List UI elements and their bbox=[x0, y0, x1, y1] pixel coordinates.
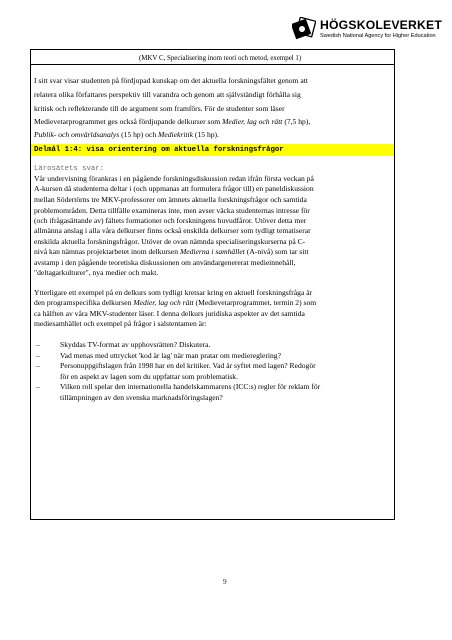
text-line: mediesamhället och exempel på frågor i salstentamen är: bbox=[34, 319, 207, 328]
text-line: A-kursen då studenterna deltar i (och uppmanas att formulera frågor till) en paneldiskussion bbox=[34, 184, 314, 193]
list-item: Vad menas med uttrycket 'kod är lag' när man pratar om mediereglering? bbox=[60, 351, 281, 360]
text-line: den programspecifika delkursen Medier, lag och rätt (Medievetarprogrammet, termin 2) som bbox=[34, 298, 317, 307]
list-item: Personuppgiftslagen från 1998 har en del kritiker. Vad är syftet med lagen? Redogör bbox=[60, 361, 316, 370]
hogskoleverket-logo bbox=[292, 17, 442, 43]
course-name: Medierna i samhället bbox=[179, 247, 245, 256]
text-line: mellan Södertörns tre MKV-professorer om ämnets aktuella forskningsfrågor och samtida bbox=[34, 195, 307, 204]
text-line: nivå kan nämnas projektarbetet inom delkursen Medierna i samhället (A-nivå) som tar sitt bbox=[34, 247, 309, 256]
text-line: allmänna anslag i alla våra delkurser finns också enskilda delkurser som tydligt tematiserar bbox=[34, 226, 311, 235]
hogskoleverket-emblem-icon bbox=[292, 17, 316, 41]
list-item: Vilken roll spelar den internationella handelskammarens (ICC:s) regler för reklam för bbox=[60, 382, 321, 391]
text-line: Publik- och omvärldsanalys (15 hp) och Mediekritik (15 hp). bbox=[34, 130, 219, 139]
example-caption: (MKV C, Specialisering inom teori och metod, exempel 1) bbox=[139, 55, 302, 62]
course-name: Medier, lag och rätt bbox=[222, 117, 283, 126]
list-item-continuation: tillämpningen av den svenska marknadsföringslagen? bbox=[60, 393, 223, 402]
text-line: "deltagarkulturer", nya medier och makt. bbox=[34, 268, 159, 277]
logo-subtitle: Swedish National Agency for Higher Education bbox=[320, 33, 436, 39]
text-line: Ytterligare ett exempel på en delkurs som tydligt kretsar kring en aktuell forskningsfråga är bbox=[34, 288, 313, 297]
answer-label: Lärosätets svar: bbox=[34, 165, 105, 173]
text-line: ca hälften av våra MKV-studenter läser. I denna delkurs juridiska aspekter av det samtida bbox=[34, 309, 305, 318]
text-line: problemområden. Detta tillfälle examineras inte, men avser väcka studenternas intresse för bbox=[34, 206, 310, 215]
text-line: avstamp i den pågående teoretiska diskussionen om användargenererat medieinnehåll, bbox=[34, 258, 296, 267]
bullet-dash: – bbox=[36, 382, 40, 391]
bullet-dash: – bbox=[36, 351, 40, 360]
course-name: Mediekritik bbox=[158, 130, 194, 139]
text-line: Vår undervisning förankras i en pågående forskningsdiskussion redan ifrån första veckan på bbox=[34, 174, 314, 183]
text-line: I sitt svar visar studenten på fördjupad kunskap om det aktuella forskningsfältet genom att bbox=[34, 76, 308, 85]
caption-divider bbox=[30, 64, 395, 65]
logo-name: HÖGSKOLEVERKET bbox=[320, 18, 442, 32]
text-line: Medievetarprogrammet ges också fördjupande delkurser som Medier, lag och rätt (7,5 hp), bbox=[34, 117, 311, 126]
list-item-continuation: för en aspekt av lagen som du uppfattar som problematisk. bbox=[60, 372, 238, 381]
text-line: (och ifrågasättande av) fältets formationer och forskningens huvudfåror. Utöver detta mer bbox=[34, 216, 307, 225]
section-heading: Delmål 1:4: visa orientering om aktuella forskningsfrågor bbox=[34, 146, 284, 154]
list-item: Skyddas TV-format av upphovsrätten? Diskutera. bbox=[60, 340, 211, 349]
bullet-dash: – bbox=[36, 361, 40, 370]
page-number: 9 bbox=[223, 578, 227, 586]
text-line: enskilda aktuella forskningsfrågor. Utöver de ovan nämnda specialiseringskurserna på C- bbox=[34, 237, 306, 246]
text-line: relatera olika författares perspektiv till varandra och genom att självständigt förhålla sig bbox=[34, 90, 301, 99]
bullet-dash: – bbox=[36, 340, 40, 349]
course-name: Publik- och omvärldsanalys bbox=[34, 130, 120, 139]
course-name: Medier, lag och rätt bbox=[133, 298, 194, 307]
text-line: kritisk och reflekterande till de argument som framförs. För de studenter som läser bbox=[34, 104, 285, 113]
